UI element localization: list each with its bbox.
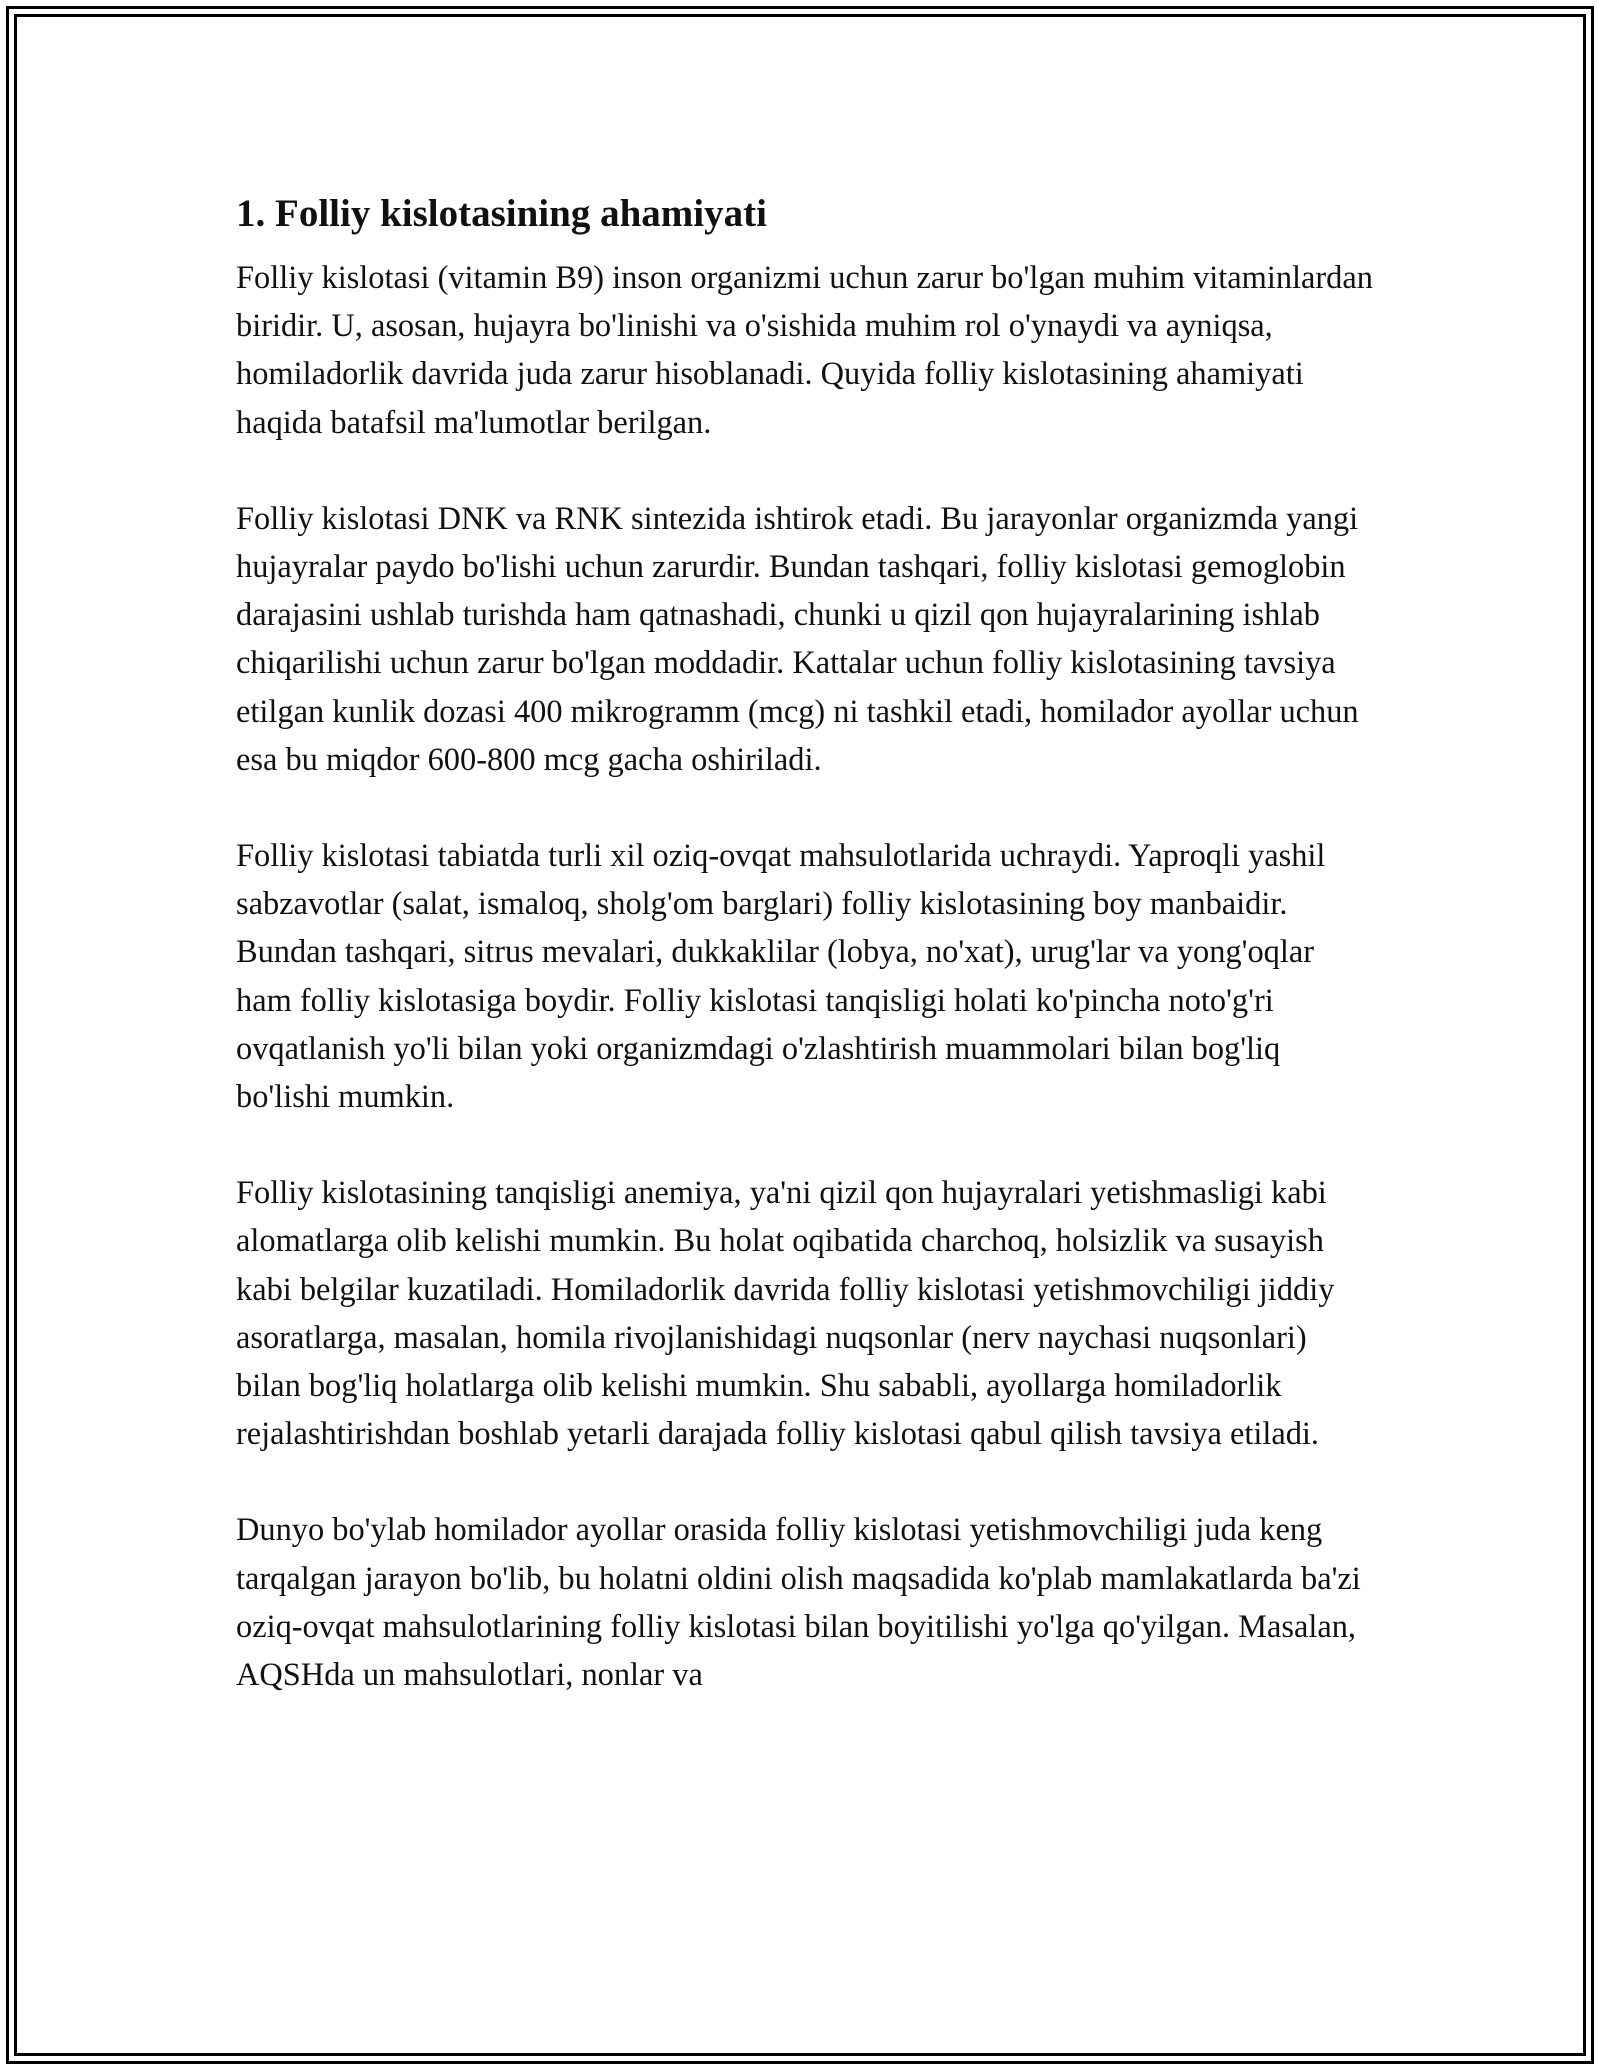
document-body [236, 186, 1376, 1747]
paragraph-intro: Folliy kislotasi (vitamin B9) inson organizmi uchun zarur bo'lgan muhim vitaminlardan biridir. U, asosan, hujayra bo'linishi va o'sishida muhim rol o'ynaydi va ayniqsa, homiladorlik davrida juda zarur hisoblanadi. Quyida folliy kislotasining ahamiyati haqida batafsil ma'lumotlar berilgan. [236, 260, 1373, 441]
section-heading: 1. Folliy kislotasining ahamiyati [236, 192, 767, 235]
paragraph-fortification: Dunyo bo'ylab homilador ayollar orasida folliy kislotasi yetishmovchiligi juda keng tarqalgan jarayon bo'lib, bu holatni oldini olish maqsadida ko'plab mamlakatlarda ba'zi oziq-ovqat mahsulotlarining folliy kislotasi bilan boyitilishi yo'lga qo'yilgan. Masalan, AQSHda un mahsulotlari, nonlar va [236, 1512, 1361, 1694]
paragraph-deficiency: Folliy kislotasining tanqisligi anemiya, ya'ni qizil qon hujayralari yetishmasligi kabi alomatlarga olib kelishi mumkin. Bu holat oqibatida charchoq, holsizlik va susayish kabi belgilar kuzatiladi. Homiladorlik davrida folliy kislotasi yetishmovchiligi jiddiy asoratlarga, masalan, homila rivojlanishidagi nuqsonlar (nerv naychasi nuqsonlari) bilan bog'liq holatlarga olib kelishi mumkin. Shu sababli, ayollarga homiladorlik rejalashtirishdan boshlab yetarli darajada folliy kislotasi qabul qilish tavsiya etiladi. [236, 1175, 1335, 1453]
paragraph-food-sources: Folliy kislotasi tabiatda turli xil oziq-ovqat mahsulotlarida uchraydi. Yaproqli yashil sabzavotlar (salat, ismaloq, sholg'om barglari) folliy kislotasining boy manbaidir. Bundan tashqari, sitrus mevalari, dukkaklilar (lobya, no'xat), urug'lar va yong'oqlar ham folliy kislotasiga boydir. Folliy kislotasi tanqisligi holati ko'pincha noto'g'ri ovqatlanish yo'li bilan yoki organizmdagi o'zlashtirish muammolari bilan bog'liq bo'lishi mumkin. [236, 838, 1326, 1116]
paragraph-dna-synthesis: Folliy kislotasi DNK va RNK sintezida ishtirok etadi. Bu jarayonlar organizmda yangi hujayralar paydo bo'lishi uchun zarurdir. Bundan tashqari, folliy kislotasi gemoglobin darajasini ushlab turishda ham qatnashadi, chunki u qizil qon hujayralarining ishlab chiqarilishi uchun zarur bo'lgan moddadir. Kattalar uchun folliy kislotasining tavsiya etilgan kunlik dozasi 400 mikrogramm (mcg) ni tashkil etadi, homilador ayollar uchun esa bu miqdor 600-800 mcg gacha oshiriladi. [236, 500, 1359, 778]
